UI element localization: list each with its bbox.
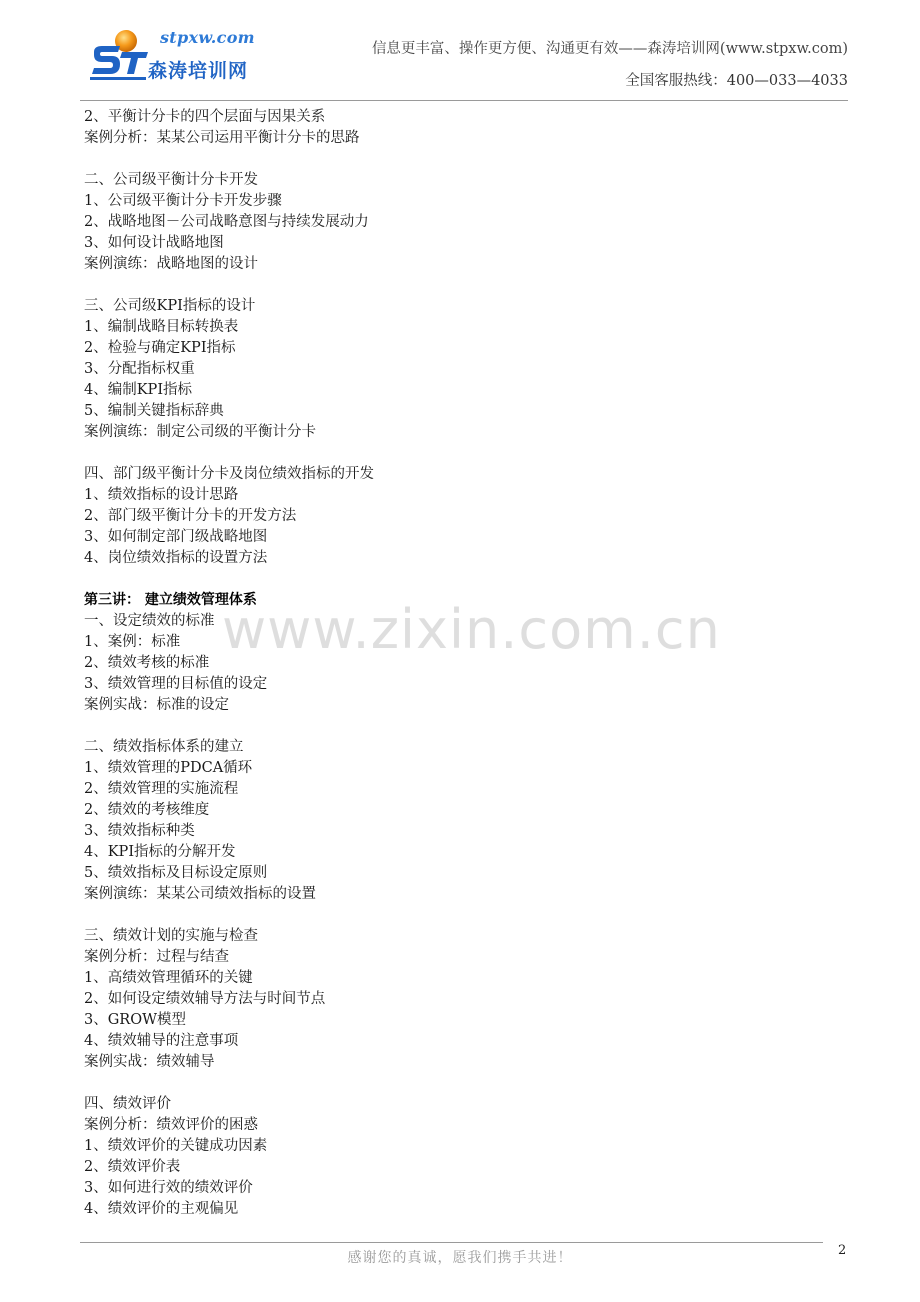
watermark: www.zixin.com.cn: [222, 598, 721, 661]
text-line: 案例分析：某某公司运用平衡计分卡的思路: [84, 130, 360, 146]
text-line: 3、如何制定部门级战略地图: [84, 529, 268, 545]
text-line: 4、绩效辅导的注意事项: [84, 1033, 239, 1049]
text-line: 4、岗位绩效指标的设置方法: [84, 550, 268, 566]
text-line: 四、绩效评价: [84, 1096, 171, 1112]
logo-mark-icon: [90, 28, 150, 84]
text-line: 4、KPI指标的分解开发: [84, 844, 236, 860]
text-line: 5、编制关键指标辞典: [84, 403, 224, 419]
text-line: 案例分析：绩效评价的困惑: [84, 1117, 258, 1133]
text-line: 3、绩效管理的目标值的设定: [84, 676, 268, 692]
text-line: 三、绩效计划的实施与检查: [84, 928, 258, 944]
text-line: 2、部门级平衡计分卡的开发方法: [84, 508, 297, 524]
text-line: 案例演练：战略地图的设计: [84, 256, 258, 272]
site-logo[interactable]: [90, 24, 255, 84]
header-slogan: 信息更丰富、操作更方便、沟通更有效——森涛培训网(www.stpxw.com): [371, 41, 848, 57]
text-line: 3、绩效指标种类: [84, 823, 195, 839]
blank-line: [84, 716, 844, 737]
text-line: 二、绩效指标体系的建立: [84, 739, 244, 755]
text-line: 3、GROW模型: [84, 1012, 187, 1028]
page-header: [80, 0, 848, 101]
text-line: 2、绩效评价表: [84, 1159, 181, 1175]
blank-line: [84, 1073, 844, 1094]
text-line: 案例演练：制定公司级的平衡计分卡: [84, 424, 316, 440]
text-line: 1、绩效评价的关键成功因素: [84, 1138, 268, 1154]
section-heading: 第三讲： 建立绩效管理体系: [84, 592, 257, 608]
text-line: 2、绩效的考核维度: [84, 802, 210, 818]
text-line: 三、公司级KPI指标的设计: [84, 298, 256, 314]
blank-line: [84, 569, 844, 590]
text-line: 1、公司级平衡计分卡开发步骤: [84, 193, 282, 209]
logo-name-text: 森涛培训网: [148, 60, 249, 82]
text-line: 3、分配指标权重: [84, 361, 195, 377]
document-body: [84, 107, 844, 1220]
text-line: 四、部门级平衡计分卡及岗位绩效指标的开发: [84, 466, 374, 482]
text-line: 2、绩效考核的标准: [84, 655, 210, 671]
text-line: 5、绩效指标及目标设定原则: [84, 865, 268, 881]
text-line: 4、编制KPI指标: [84, 382, 193, 398]
text-line: 2、战略地图－公司战略意图与持续发展动力: [84, 214, 369, 230]
text-line: 1、案例：标准: [84, 634, 181, 650]
blank-line: [84, 905, 844, 926]
text-line: 1、编制战略目标转换表: [84, 319, 239, 335]
text-line: 3、如何进行效的绩效评价: [84, 1180, 253, 1196]
text-line: 4、绩效评价的主观偏见: [84, 1201, 239, 1217]
text-line: 一、设定绩效的标准: [84, 613, 215, 629]
text-line: 二、公司级平衡计分卡开发: [84, 172, 258, 188]
text-line: 2、检验与确定KPI指标: [84, 340, 236, 356]
text-line: 2、平衡计分卡的四个层面与因果关系: [84, 109, 326, 125]
text-line: 1、高绩效管理循环的关键: [84, 970, 253, 986]
footer-text: 感谢您的真诚，愿我们携手共进！: [347, 1250, 573, 1266]
page-number: 2: [838, 1243, 847, 1258]
text-line: 案例实战：绩效辅导: [84, 1054, 215, 1070]
blank-line: [84, 149, 844, 170]
text-line: 3、如何设计战略地图: [84, 235, 224, 251]
text-line: 2、绩效管理的实施流程: [84, 781, 239, 797]
text-line: 案例实战：标准的设定: [84, 697, 229, 713]
text-line: 案例分析：过程与结查: [84, 949, 229, 965]
text-line: 2、如何设定绩效辅导方法与时间节点: [84, 991, 326, 1007]
footer-divider: [80, 1242, 823, 1243]
text-line: 案例演练：某某公司绩效指标的设置: [84, 886, 316, 902]
text-line: 1、绩效管理的PDCA循环: [84, 760, 253, 776]
header-hotline: 全国客服热线：400—033—4033: [625, 73, 848, 89]
blank-line: [84, 275, 844, 296]
blank-line: [84, 443, 844, 464]
logo-url-text: stpxw.com: [160, 28, 255, 47]
text-line: 1、绩效指标的设计思路: [84, 487, 239, 503]
